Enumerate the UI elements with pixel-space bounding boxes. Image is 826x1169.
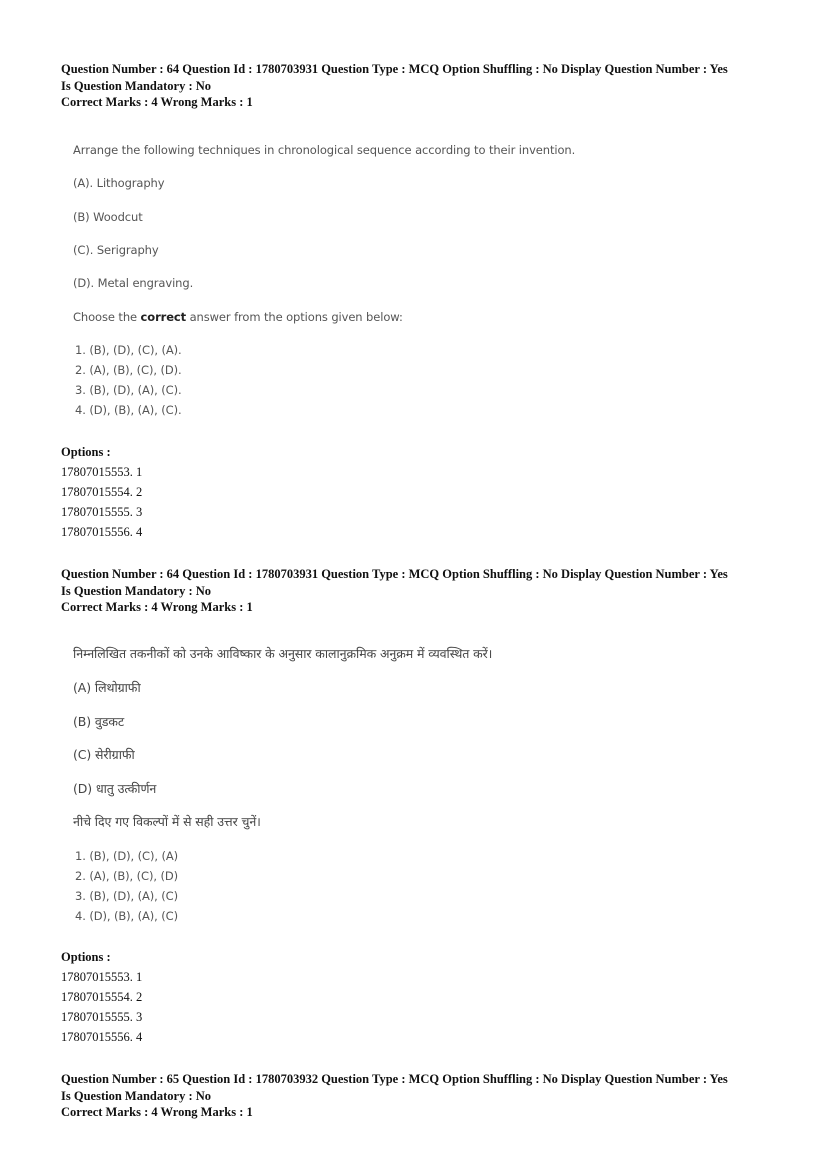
question-item: (C). Serigraphy <box>73 243 159 257</box>
question-instruction: Choose the correct answer from the options given below: <box>73 310 403 324</box>
option-row: 17807015556. 4 <box>61 525 143 539</box>
option-row: 17807015553. 1 <box>61 970 143 984</box>
option-row: 17807015555. 3 <box>61 1010 143 1024</box>
question-instruction: नीचे दिए गए विकल्पों में से सही उत्तर चुनें। <box>73 814 261 829</box>
question-item: (A). Lithography <box>73 176 165 190</box>
question-item: (D) धातु उत्कीर्णन <box>73 781 157 796</box>
question-mandatory-line: Is Question Mandatory : No <box>61 1088 212 1103</box>
option-row: 17807015554. 2 <box>61 990 143 1004</box>
option-row: 17807015556. 4 <box>61 1030 143 1044</box>
question-meta <box>61 61 781 111</box>
options-label: Options : <box>61 445 111 459</box>
question-item: (A) लिथोग्राफी <box>73 680 141 695</box>
option-row: 17807015554. 2 <box>61 485 143 499</box>
question-meta-line: Question Number : 65 Question Id : 1780703932 Question Type : MCQ Option Shuffling : No Display Question Number : Yes <box>61 1072 728 1086</box>
question-item: (D). Metal engraving. <box>73 276 194 290</box>
options-list <box>61 443 142 542</box>
option-row: 17807015553. 1 <box>61 465 143 479</box>
question-mandatory-line: Is Question Mandatory : No <box>61 583 212 598</box>
options-list <box>61 948 142 1047</box>
question-mandatory-line: Is Question Mandatory : No <box>61 78 212 93</box>
answer-choice: 1. (B), (D), (C), (A). <box>75 343 182 357</box>
question-item: (B) वुडकट <box>73 714 125 729</box>
answer-choice: 4. (D), (B), (A), (C). <box>75 403 182 417</box>
question-meta-line: Question Number : 64 Question Id : 1780703931 Question Type : MCQ Option Shuffling : No Display Question Number : Yes <box>61 62 728 76</box>
answer-choice: 1. (B), (D), (C), (A) <box>75 849 178 863</box>
answer-choice: 2. (A), (B), (C), (D) <box>75 869 178 883</box>
answer-choice: 3. (B), (D), (A), (C) <box>75 889 178 903</box>
question-marks-line: Correct Marks : 4 Wrong Marks : 1 <box>61 95 253 109</box>
answer-choice: 3. (B), (D), (A), (C). <box>75 383 182 397</box>
question-marks-line: Correct Marks : 4 Wrong Marks : 1 <box>61 600 253 614</box>
question-stem: निम्नलिखित तकनीकों को उनके आविष्कार के अनुसार कालानुक्रमिक अनुक्रम में व्यवस्थित करें। <box>73 646 493 661</box>
question-marks-line: Correct Marks : 4 Wrong Marks : 1 <box>61 1105 253 1119</box>
options-label: Options : <box>61 950 111 964</box>
question-meta <box>61 1071 781 1121</box>
question-item: (B) Woodcut <box>73 210 143 224</box>
answer-choice: 4. (D), (B), (A), (C) <box>75 909 178 923</box>
question-stem: Arrange the following techniques in chronological sequence according to their invention. <box>73 143 576 157</box>
question-item: (C) सेरीग्राफी <box>73 747 135 762</box>
answer-choice: 2. (A), (B), (C), (D). <box>75 363 182 377</box>
option-row: 17807015555. 3 <box>61 505 143 519</box>
question-meta-line: Question Number : 64 Question Id : 1780703931 Question Type : MCQ Option Shuffling : No Display Question Number : Yes <box>61 567 728 581</box>
question-meta <box>61 566 781 616</box>
